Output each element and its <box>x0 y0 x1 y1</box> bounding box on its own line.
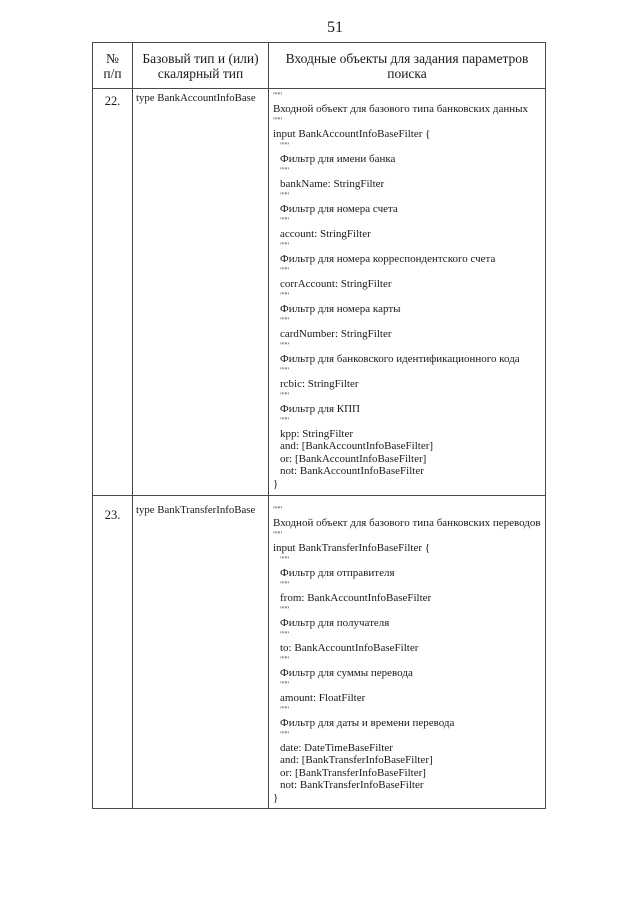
docstring-quotes: """ <box>273 91 282 100</box>
docstring-quotes: """ <box>280 391 289 400</box>
page-number: 51 <box>327 19 343 36</box>
object-intro-line: Входной объект для базового типа банковских данных <box>273 102 528 115</box>
docstring-quotes: """ <box>280 241 289 250</box>
filter-field-line: bankName: StringFilter <box>280 177 385 190</box>
filter-field-line: Фильтр для номера карты <box>280 302 401 315</box>
base-type-name: type BankAccountInfoBase <box>133 89 269 496</box>
docstring-quotes: """ <box>280 605 289 614</box>
table-body <box>93 89 546 809</box>
object-intro-line: Входной объект для базового типа банковских переводов <box>273 516 541 529</box>
filter-field-line: to: BankAccountInfoBaseFilter <box>280 641 419 654</box>
table-row <box>93 89 546 496</box>
filter-field-line: account: StringFilter <box>280 227 371 240</box>
filter-field-line: Фильтр для номера счета <box>280 202 398 215</box>
filter-field-line: and: [BankAccountInfoBaseFilter] <box>280 440 434 452</box>
docstring-quotes: """ <box>280 141 289 150</box>
row-number: 23. <box>93 496 133 809</box>
parameters-table <box>92 42 546 809</box>
filter-field-line: or: [BankTransferInfoBaseFilter] <box>280 766 426 779</box>
docstring-quotes: """ <box>273 505 282 514</box>
header-base-type <box>133 43 269 89</box>
docstring-quotes: """ <box>280 366 289 375</box>
input-object-definition <box>269 496 546 809</box>
header-number-line: п/п <box>103 65 122 81</box>
filter-field-line: Фильтр для имени банка <box>280 152 396 165</box>
docstring-quotes: """ <box>273 530 282 539</box>
header-input-objects-line: поиска <box>387 65 427 81</box>
table-row <box>93 496 546 809</box>
object-intro-line: input BankAccountInfoBaseFilter { <box>273 127 431 140</box>
docstring-quotes: """ <box>280 291 289 300</box>
docstring-quotes: """ <box>280 416 289 425</box>
input-object-definition <box>269 89 546 496</box>
header-base-type-line: скалярный тип <box>157 65 244 81</box>
row-number: 22. <box>93 89 133 496</box>
header-input-objects <box>269 43 546 89</box>
docstring-quotes: """ <box>280 191 289 200</box>
filter-field-line: and: [BankTransferInfoBaseFilter] <box>280 754 433 766</box>
docstring-quotes: """ <box>280 341 289 350</box>
filter-field-line: Фильтр для банковского идентификационного кода <box>280 352 520 365</box>
docstring-quotes: """ <box>280 166 289 175</box>
filter-field-line: not: BankAccountInfoBaseFilter <box>280 465 424 477</box>
object-intro-line: input BankTransferInfoBaseFilter { <box>273 541 431 554</box>
docstring-quotes: """ <box>280 655 289 664</box>
filter-field-line: date: DateTimeBaseFilter <box>280 741 393 754</box>
docstring-quotes: """ <box>280 630 289 639</box>
docstring-quotes: """ <box>280 680 289 689</box>
docstring-quotes: """ <box>280 555 289 564</box>
filter-field-line: cardNumber: StringFilter <box>280 327 392 340</box>
filter-field-line: amount: FloatFilter <box>280 691 366 704</box>
filter-field-line: rcbic: StringFilter <box>280 377 359 390</box>
docstring-quotes: """ <box>280 580 289 589</box>
closing-brace: } <box>273 477 279 490</box>
filter-field-line: Фильтр для суммы перевода <box>280 666 413 679</box>
filter-field-line: Фильтр для КПП <box>280 402 360 415</box>
base-type-name: type BankTransferInfoBase <box>133 496 269 809</box>
filter-field-line: corrAccount: StringFilter <box>280 277 392 290</box>
table-header-row <box>93 43 546 89</box>
docstring-quotes: """ <box>280 266 289 275</box>
filter-field-line: Фильтр для даты и времени перевода <box>280 716 455 729</box>
filter-field-line: from: BankAccountInfoBaseFilter <box>280 591 432 604</box>
filter-field-line: not: BankTransferInfoBaseFilter <box>280 779 424 791</box>
docstring-quotes: """ <box>280 730 289 739</box>
header-number <box>93 43 133 89</box>
docstring-quotes: """ <box>280 705 289 714</box>
closing-brace: } <box>273 791 279 804</box>
filter-field-line: kpp: StringFilter <box>280 427 354 440</box>
filter-field-line: Фильтр для номера корреспондентского счета <box>280 252 496 265</box>
docstring-quotes: """ <box>280 316 289 325</box>
header-number-line: № <box>106 50 119 66</box>
docstring-quotes: """ <box>273 116 282 125</box>
header-input-objects-line: Входные объекты для задания параметров <box>285 50 529 66</box>
filter-field-line: Фильтр для получателя <box>280 616 390 629</box>
docstring-quotes: """ <box>280 216 289 225</box>
header-base-type-line: Базовый тип и (или) <box>142 50 259 66</box>
filter-field-line: or: [BankAccountInfoBaseFilter] <box>280 452 427 465</box>
filter-field-line: Фильтр для отправителя <box>280 566 395 579</box>
